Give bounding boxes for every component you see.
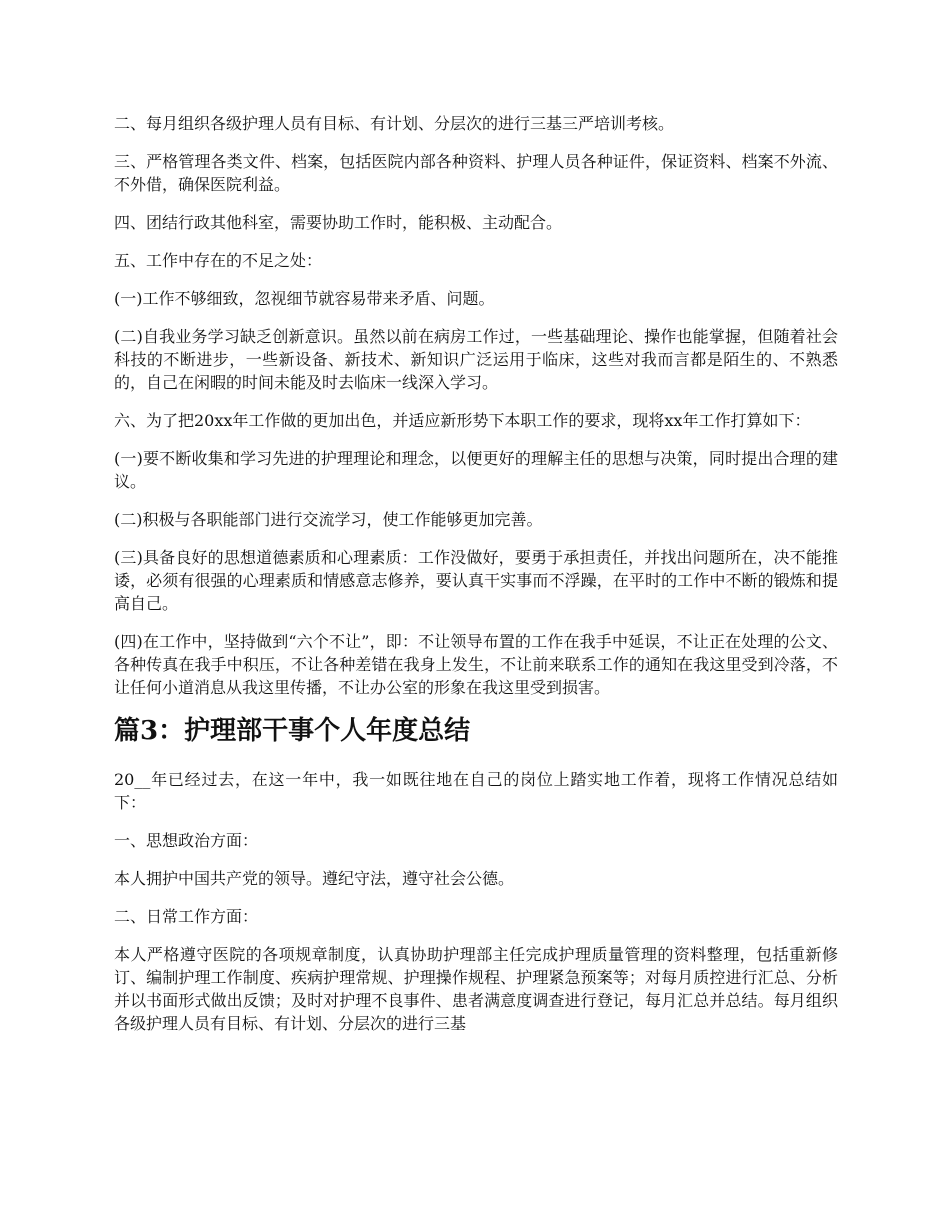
paragraph: 五、工作中存在的不足之处： [114, 251, 323, 270]
paragraph: (四)在工作中，坚持做到“六个不让”，即：不让领导布置的工作在我手中延误，不让正在处理的公文、各种传真在我手中积压，不让各种差错在我身上发生，不让前来联系工作的通知在我这里受到冷落，不让任何小道消息从我这里传播，不让办公室的形象在我这里受到损害。 [114, 632, 838, 697]
document-page [114, 112, 838, 1050]
paragraph: 二、日常工作方面： [114, 907, 259, 926]
paragraph: 本人严格遵守医院的各项规章制度，认真协助护理部主任完成护理质量管理的资料整理，包括重新修订、编制护理工作制度、疾病护理常规、护理操作规程、护理紧急预案等；对每月质控进行汇总、分析并以书面形式做出反馈；及时对护理不良事件、患者满意度调查进行登记，每月汇总并总结。每月组织各级护理人员有目标、有计划、分层次的进行三基 [114, 945, 838, 1033]
paragraph: (三)具备良好的思想道德素质和心理素质：工作没做好，要勇于承担责任，并找出问题所在，决不能推诿，必须有很强的心理素质和情感意志修养，要认真干实事而不浮躁，在平时的工作中不断的锻炼和提高自己。 [114, 548, 838, 613]
paragraph: 20__年已经过去，在这一年中，我一如既往地在自己的岗位上踏实地工作着，现将工作情况总结如下： [114, 770, 838, 812]
paragraph: 六、为了把20xx年工作做的更加出色，并适应新形势下本职工作的要求，现将xx年工作打算如下： [114, 411, 811, 430]
paragraph: 三、严格管理各类文件、档案，包括医院内部各种资料、护理人员各种证件，保证资料、档案不外流、不外借，确保医院利益。 [114, 152, 838, 194]
section-title: 篇3：护理部干事个人年度总结 [114, 716, 471, 746]
paragraph: (二)自我业务学习缺乏创新意识。虽然以前在病房工作过，一些基础理论、操作也能掌握，但随着社会科技的不断进步，一些新设备、新技术、新知识广泛运用于临床，这些对我而言都是陌生的、不熟悉的，自己在闲暇的时间未能及时去临床一线深入学习。 [114, 327, 838, 392]
paragraph: (一)要不断收集和学习先进的护理理论和理念，以便更好的理解主任的思想与决策，同时提出合理的建议。 [114, 449, 838, 491]
paragraph: 四、团结行政其他科室，需要协助工作时，能积极、主动配合。 [114, 213, 563, 232]
paragraph: 本人拥护中国共产党的领导。遵纪守法，遵守社会公德。 [114, 869, 515, 888]
paragraph: 二、每月组织各级护理人员有目标、有计划、分层次的进行三基三严培训考核。 [114, 114, 675, 133]
paragraph: (一)工作不够细致，忽视细节就容易带来矛盾、问题。 [114, 289, 495, 308]
paragraph: (二)积极与各职能部门进行交流学习，使工作能够更加完善。 [114, 510, 543, 529]
paragraph: 一、思想政治方面： [114, 831, 259, 850]
